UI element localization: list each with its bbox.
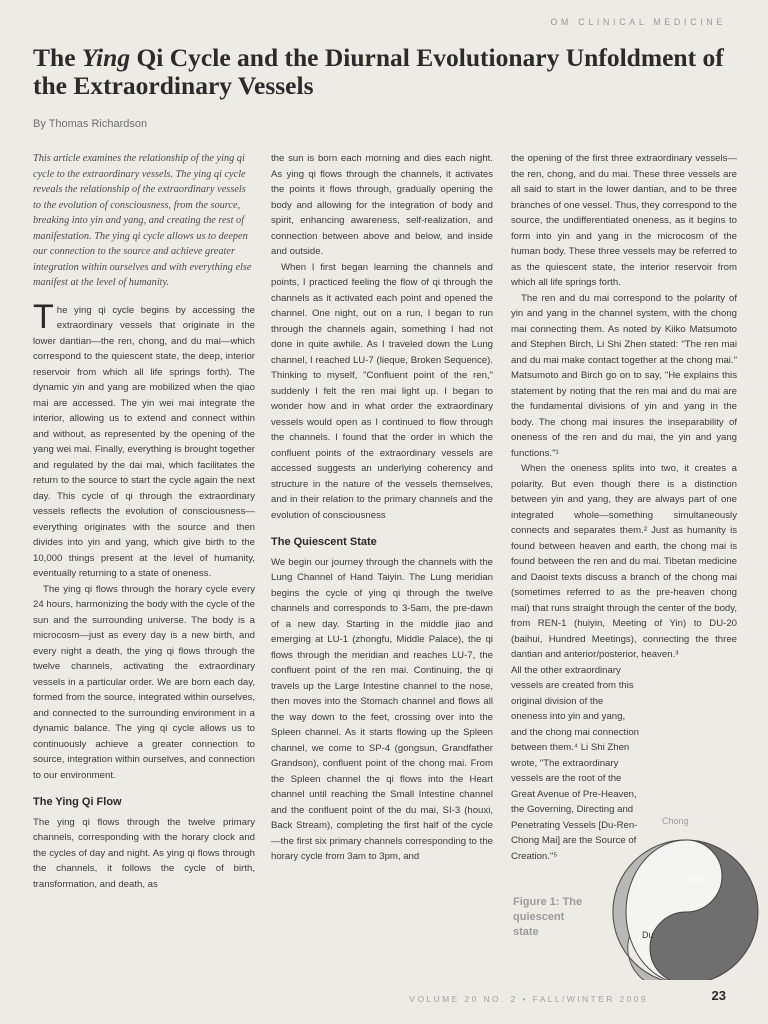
paragraph: the opening of the first three extraordinary vessels—the ren, chong, and du mai. These three vessels are all said to start in the lower dantian, and to be three branches of one vessel. Thus, they correspond to the source, the undifferentiated oneness, as it begins to form into yin and yang in the microcosm of the human body. These three vessels may be referred to as the quiescent state, the interior reservoir from which all life springs forth. — [511, 153, 737, 288]
paragraph: When I first began learning the channels and points, I practiced feeling the flow of qi through the channels as it activated each point and opened the channel. One night, out on a run, I began to run through the channels again, something I had not done in quite awhile. As I traveled down the Lung channel, I reached LU-7 (lieque, Broken Sequence). Thinking to myself, "Confluent point of the ren," suddenly I felt the ren mai light up. I began to wonder how and in what order the extraordinary vessels would open as I continued to flow through the channels. I found that the order in which the confluent points of the extraordinary vessels are accessed suggests an underlying coherency and structure in the nature of the vessels themselves, and in their relation to the primary channels and the evolution of consciousness — [271, 261, 493, 521]
section-heading-quiescent-state: The Quiescent State — [271, 536, 377, 548]
title-part-1: The — [33, 43, 82, 72]
paragraph: The ren and du mai correspond to the polarity of yin and yang in the channel system, with the chong mai connecting them. As noted by Kiiko Matsumoto and Stephen Birch, Li Shi Zhen stated: "The ren mai and du mai make contact together at the chong mai." Matsumoto and Birch go on to say, "He explains this statement by noting that the ren mai and du mai are the fundamental divisions of yin and yang in the body. The chong mai insures the inseparability of oneness of the ren and du mai, the yin and yang functions."¹ — [511, 292, 737, 459]
title-part-2: Qi Cycle and the Diurnal Evolutionary Unfoldment of the Extraordinary Vessels — [33, 43, 724, 100]
article-title — [33, 44, 733, 100]
drop-cap: T — [33, 297, 54, 336]
figure-label-ren: Ren — [688, 874, 705, 884]
paragraph: The ying qi flows through the horary cycle every 24 hours, harmonizing the body with the cycle of the sun and the surrounding universe. The body is a microcosm—just as every day is a new birth, and every night a death, the ying qi flows through the twelve channels, activating the extraordinary vessels in a particular order. We are born each day, formed from the source, integrated within ourselves, and connected to the surrounding environment in a dynamic balance. The ying qi cycle allows us to continuously achieve a greater connection to source, integration within ourselves, and connection to our environment. — [33, 583, 255, 781]
section-heading-ying-qi-flow: The Ying Qi Flow — [33, 796, 122, 808]
paragraph: When the oneness splits into two, it creates a polarity. But even though there is a distinction between yin and yang, they are always part of one integrated whole—something simultaneously connects and separates them.² Just as humanity is found between heaven and earth, the chong mai is found between the ren and du mai. Tibetan medicine and Daoist texts discuss a branch of the chong mai (sometimes referred to as the pre-heaven chong mai) that runs straight through the center of the body, from REN-1 (huiyin, Meeting of Yin) to DU-20 (baihui, Hundred Meetings), connecting the three dantian and anterior/posterior, heaven.³ — [511, 463, 737, 660]
figure-label-chong: Chong — [662, 816, 689, 826]
paragraph: the sun is born each morning and dies each night. As ying qi flows through the channels, it activates the points it flows through, gradually opening the body and allowing for the integration of body and spirit, enhancing awareness, self-realization, and connection between above and below, and inside and outside. — [271, 153, 493, 257]
title-emphasis: Ying — [81, 43, 131, 72]
figure-label-du: Du — [642, 930, 654, 940]
journal-header: OM CLINICAL MEDICINE — [550, 17, 726, 27]
paragraph: We begin our journey through the channels with the Lung Channel of Hand Taiyin. The Lung meridian begins the cycle of ying qi through the twelve channels and corresponds to 3-5am, the pre-dawn of a new day. Starting in the middle jiao and emerging at LU-1 (zhongfu, Middle Palace), the qi flows through the meridian and reaches LU-7, the confluent point of the ren mai. Continuing, the qi travels up the Large Intestine channel to the nose, then moves into the Stomach channel and flows all the way down to the feet, crossing over into the Spleen channel. As it starts flowing up the Spleen channel, we come to SP-4 (gongsun, Grandfather Grandson), confluent point of the chong mai. From the Spleen channel the qi flows into the Heart channel until reaching the Small Intestine channel and the confluent point of the du mai, SI-3 (houxi, Back Stream), completing the first half of the cycle—the first six primary channels corresponding to the horary cycle from 3am to 3pm, and — [271, 556, 493, 862]
issue-footer: VOLUME 20 NO. 2 • FALL/WINTER 2009 — [409, 994, 648, 1004]
abstract: This article examines the relationship of the ying qi cycle to the extraordinary vessels. The ying qi cycle reveals the relationship of the extraordinary vessels to the evolution of consciousness, from the source, breaking into yin and yang, and creating the rest of manifestation. The ying qi cycle allows us to deepen our connection to the source and achieve greater integration within ourselves and with everything else manifest at the level of humanity. — [33, 153, 252, 288]
lede-text: he ying qi cycle begins by accessing the extraordinary vessels that originate in the lower dantian—the ren, chong, and du mai—which correspond to the quiescent state, the deep, interior reservoir from which all life springs forth). The dynamic yin and yang are mobilized when the qiao mai are accessed. The yin wei mai integrate the interior, allowing us to extend and connect within and without, as represented by the opening of the yang wei mai. Finally, everything is brought together and regulated by the dai mai, which facilitates the return to the source to start the cycle again the next day. This cycle of qi through the extraordinary vessels reflects the evolution of consciousness—everything originates with the source and then divides into yin and yang, which give birth to the 10,000 things present at the level of humanity, eventually returning to a state of oneness. — [33, 304, 255, 579]
lede-paragraph — [33, 297, 255, 582]
figure-caption: Figure 1: The quiescent state — [513, 896, 583, 938]
column-3 — [511, 151, 737, 864]
column-1 — [33, 151, 255, 892]
page-number: 23 — [711, 988, 726, 1003]
paragraph: The ying qi flows through the twelve primary channels, corresponding with the horary clock and the cycles of day and night. As ying qi flows through the channels, it follows the cycle of birth, transformation, and death, as — [33, 816, 255, 890]
byline: By Thomas Richardson — [33, 118, 148, 130]
quiescent-state-figure — [590, 810, 768, 980]
column-2 — [271, 151, 493, 865]
paragraph: All the other extraordinary vessels are created from this original division of the oneness into yin and yang, and the chong mai connection between them.⁴ Li Shi Zhen wrote, "The extraordinary vessels are the root of the Great Avenue of Pre-Heaven, the Governing, Directing and Penetrating Vessels [Du-Ren-Chong Mai] are the Source of Creation."⁵ — [511, 664, 640, 862]
